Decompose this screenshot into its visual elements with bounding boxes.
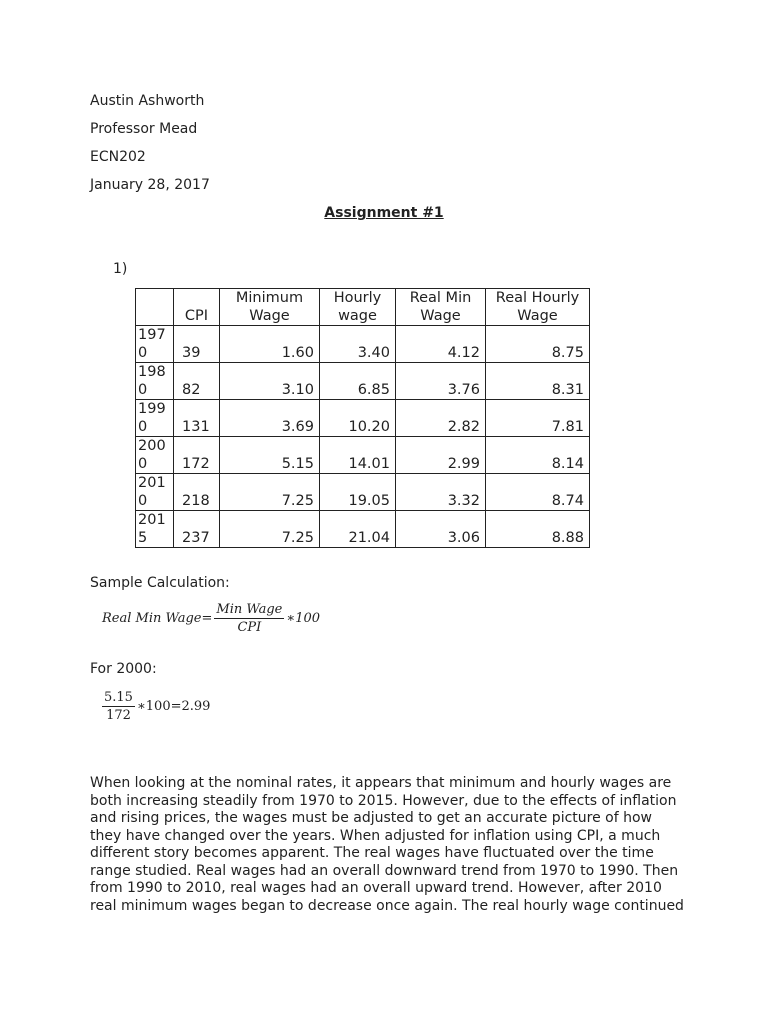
cpi-cell: 237	[174, 511, 220, 548]
formula-lhs: Real Min Wage=	[102, 611, 213, 626]
table-row	[136, 474, 590, 511]
table-row	[136, 400, 590, 437]
example-denominator: 172	[106, 708, 131, 723]
hourly-wage-cell: 14.01	[320, 437, 396, 474]
cpi-cell: 82	[174, 363, 220, 400]
example-year-label: For 2000:	[90, 661, 157, 677]
real-min-wage-cell: 3.76	[396, 363, 486, 400]
minimum-wage-cell: 7.25	[220, 511, 320, 548]
real-min-wage-cell: 3.32	[396, 474, 486, 511]
formula-rhs: ∗100	[286, 611, 321, 626]
hourly-wage-cell: 6.85	[320, 363, 396, 400]
hourly-wage-cell: 10.20	[320, 400, 396, 437]
sample-calculation-label: Sample Calculation:	[90, 575, 230, 591]
real-min-wage-cell: 3.06	[396, 511, 486, 548]
hourly-wage-cell: 21.04	[320, 511, 396, 548]
header-cell-real-hourly-wage: Real Hourly Wage	[486, 289, 590, 326]
example-calculation	[100, 689, 210, 724]
real-hourly-wage-cell: 8.88	[486, 511, 590, 548]
real-hourly-wage-cell: 8.14	[486, 437, 590, 474]
cpi-cell: 218	[174, 474, 220, 511]
paragraph-line: range studied. Real wages had an overall downward trend from 1970 to 1990. Then	[90, 862, 679, 879]
header-cell-cpi: CPI	[174, 289, 220, 326]
paragraph-line: and rising prices, the wages must be adjusted to get an accurate picture of how	[90, 810, 652, 826]
paragraph-line: they have changed over the years. When adjusted for inflation using CPI, a much	[90, 827, 661, 844]
professor-name: Professor Mead	[90, 121, 198, 137]
header-cell-year	[136, 289, 174, 326]
minimum-wage-cell: 7.25	[220, 474, 320, 511]
author-name: Austin Ashworth	[90, 93, 205, 109]
paragraph-line: real minimum wages began to decrease once again. The real hourly wage continued	[90, 897, 684, 914]
paragraph-line: different story becomes apparent. The real wages have fluctuated over the time	[90, 845, 654, 861]
analysis-paragraph	[90, 775, 690, 915]
table-row	[136, 511, 590, 548]
wage-table	[135, 288, 590, 548]
minimum-wage-cell: 5.15	[220, 437, 320, 474]
header-cell-hourly-wage: Hourly wage	[320, 289, 396, 326]
course-code: ECN202	[90, 149, 146, 165]
minimum-wage-cell: 3.10	[220, 363, 320, 400]
example-fraction	[102, 689, 135, 724]
table-header-row	[136, 289, 590, 326]
real-min-wage-cell: 2.82	[396, 400, 486, 437]
hourly-wage-cell: 3.40	[320, 326, 396, 363]
real-hourly-wage-cell: 8.75	[486, 326, 590, 363]
header-cell-real-min-wage: Real Min Wage	[396, 289, 486, 326]
table-row	[136, 363, 590, 400]
year-cell: 2015	[136, 511, 174, 548]
formula-numerator: Min Wage	[216, 602, 283, 617]
cpi-cell: 131	[174, 400, 220, 437]
table-row	[136, 326, 590, 363]
minimum-wage-cell: 3.69	[220, 400, 320, 437]
formula-fraction	[214, 601, 284, 636]
paragraph-line: both increasing steadily from 1970 to 2015. However, due to the effects of inflation	[90, 792, 677, 809]
year-cell: 1970	[136, 326, 174, 363]
paragraph-line: from 1990 to 2010, real wages had an overall upward trend. However, after 2010	[90, 880, 662, 896]
example-numerator: 5.15	[104, 690, 133, 705]
real-hourly-wage-cell: 7.81	[486, 400, 590, 437]
document-date: January 28, 2017	[90, 177, 210, 193]
real-hourly-wage-cell: 8.31	[486, 363, 590, 400]
real-min-wage-formula	[102, 601, 320, 636]
assignment-title: Assignment #1	[324, 205, 444, 221]
paragraph-line: When looking at the nominal rates, it appears that minimum and hourly wages are	[90, 775, 672, 791]
hourly-wage-cell: 19.05	[320, 474, 396, 511]
table-row	[136, 437, 590, 474]
year-cell: 2010	[136, 474, 174, 511]
real-min-wage-cell: 2.99	[396, 437, 486, 474]
cpi-cell: 39	[174, 326, 220, 363]
cpi-cell: 172	[174, 437, 220, 474]
minimum-wage-cell: 1.60	[220, 326, 320, 363]
header-cell-minimum-wage: Minimum Wage	[220, 289, 320, 326]
year-cell: 1980	[136, 363, 174, 400]
real-min-wage-cell: 4.12	[396, 326, 486, 363]
real-hourly-wage-cell: 8.74	[486, 474, 590, 511]
question-label: 1)	[113, 261, 128, 277]
example-rhs: ∗100=2.99	[136, 699, 211, 714]
formula-denominator: CPI	[237, 620, 262, 635]
year-cell: 2000	[136, 437, 174, 474]
year-cell: 1990	[136, 400, 174, 437]
